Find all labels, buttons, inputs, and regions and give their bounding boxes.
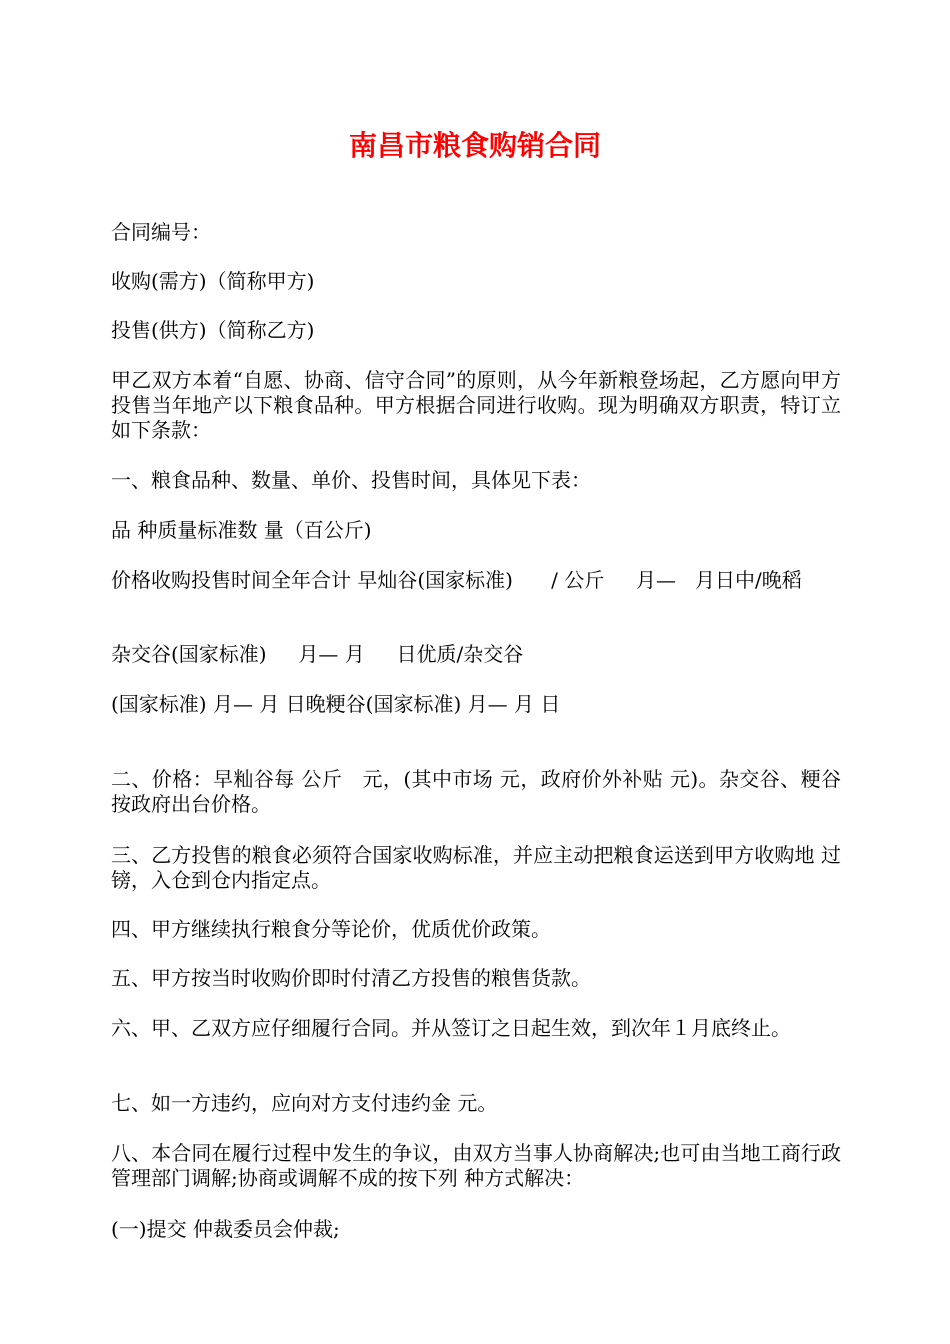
clause-1: 一、粮食品种、数量、单价、投售时间，具体见下表：	[111, 468, 591, 492]
clause-8-option-1: (一)提交 仲裁委员会仲裁;	[111, 1217, 340, 1241]
table-row-late-rice: (国家标准) 月— 月 日晚粳谷(国家标准) 月— 月 日	[111, 692, 561, 716]
preamble-paragraph: 甲乙双方本着“自愿、协商、信守合同”的原则，从今年新粮登场起，乙方愿向甲方投售当年地产以下粮食品种。甲方根据合同进行收购。现为明确双方职责，特订立如下条款：	[111, 368, 841, 442]
clause-4-grading: 四、甲方继续执行粮食分等论价，优质优价政策。	[111, 917, 551, 941]
table-header-line: 品 种质量标准数 量（百公斤)	[111, 518, 372, 542]
clause-2-price: 二、价格：早籼谷每 公斤 元，(其中市场 元，政府价外补贴 元)。杂交谷、粳谷按政府出台价格。	[111, 767, 841, 816]
seller-line: 投售(供方)（简称乙方)	[111, 318, 315, 342]
buyer-line: 收购(需方)（简称甲方)	[111, 269, 315, 293]
table-row-early-rice: 价格收购投售时间全年合计 早灿谷(国家标准) / 公斤 月— 月日中/晚稻	[111, 568, 802, 592]
document-title: 南昌市粮食购销合同	[348, 129, 601, 162]
clause-3-standard: 三、乙方投售的粮食必须符合国家收购标准，并应主动把粮食运送到甲方收购地 过镑，入仓到仓内指定点。	[111, 843, 841, 892]
clause-8-disputes: 八、本合同在履行过程中发生的争议，由双方当事人协商解决;也可由当地工商行政管理部门调解;协商或调解不成的按下列 种方式解决：	[111, 1141, 841, 1190]
clause-7-penalty: 七、如一方违约，应向对方支付违约金 元。	[111, 1091, 498, 1115]
clause-5-payment: 五、甲方按当时收购价即时付清乙方投售的粮售货款。	[111, 966, 591, 990]
contract-number-line: 合同编号：	[111, 220, 211, 244]
table-row-hybrid-rice: 杂交谷(国家标准) 月— 月 日优质/杂交谷	[111, 642, 524, 666]
clause-6-term: 六、甲、乙双方应仔细履行合同。并从签订之日起生效，到次年１月底终止。	[111, 1016, 791, 1040]
